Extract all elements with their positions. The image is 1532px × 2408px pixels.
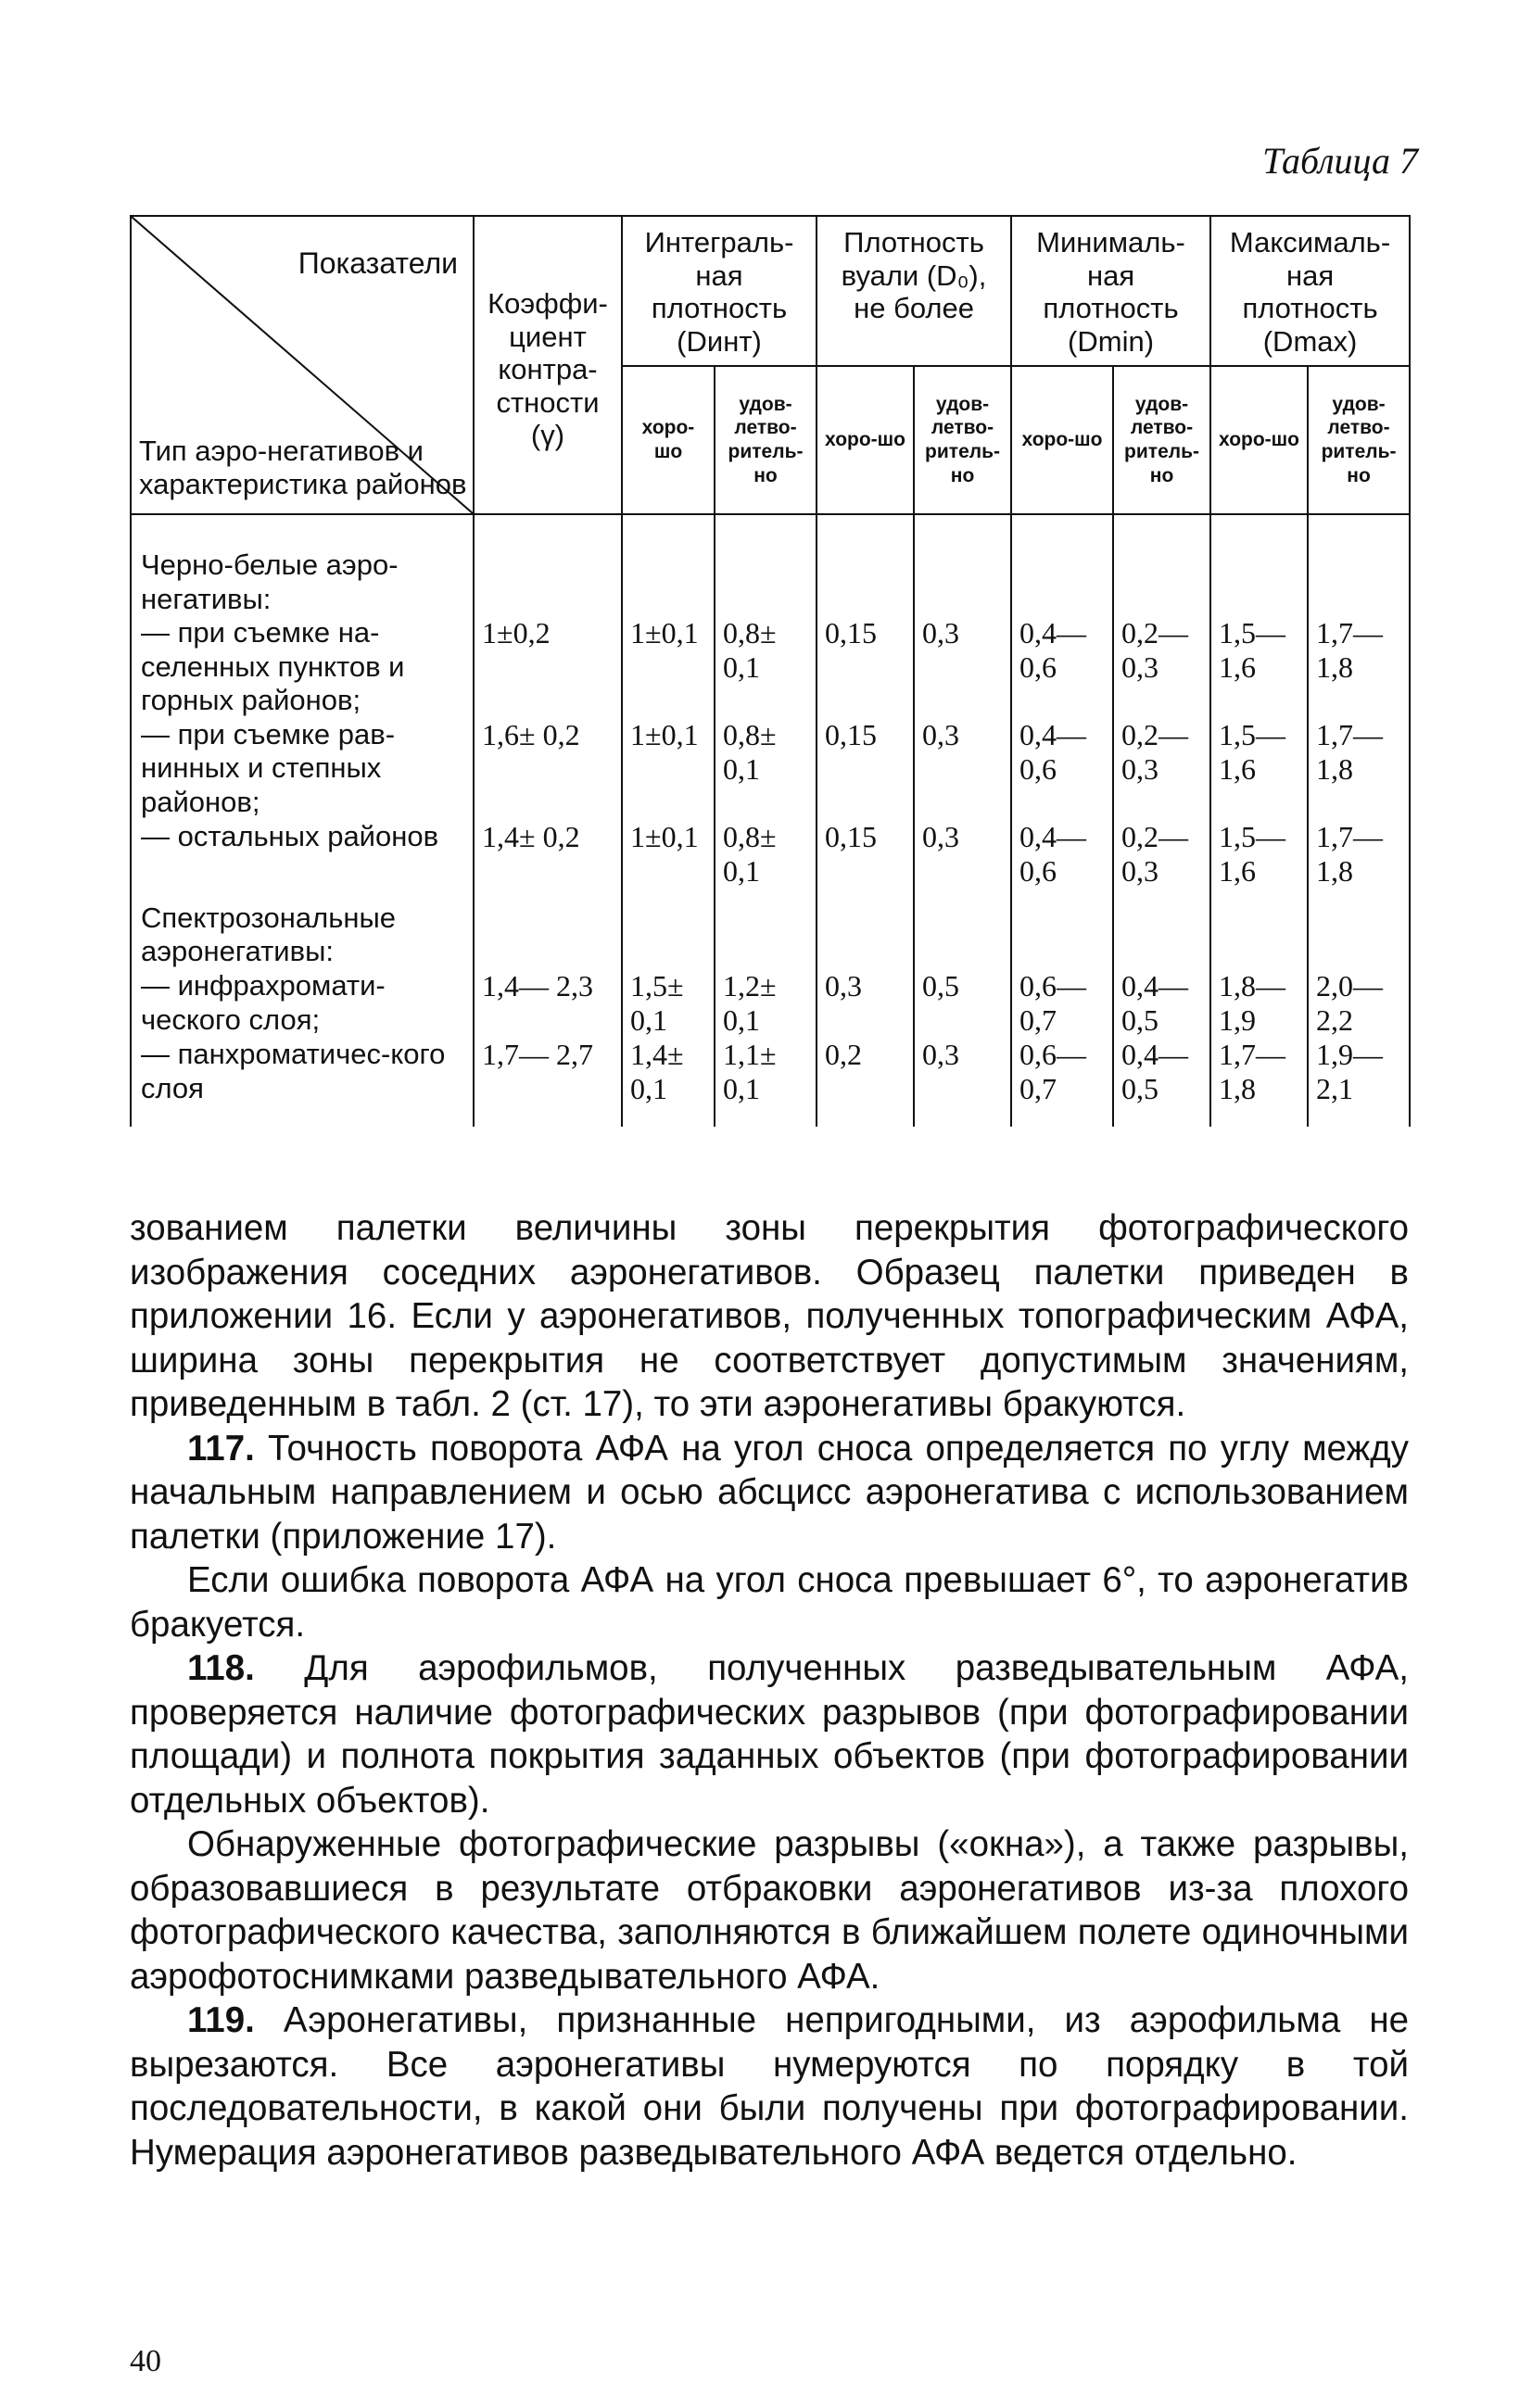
row-label: — при съемке рав-нинных и степных районов; bbox=[131, 718, 474, 820]
cell-max-good: 1,5— 1,6 bbox=[1210, 718, 1308, 820]
paragraph bbox=[130, 1427, 1409, 1559]
body-text bbox=[130, 1206, 1409, 2175]
cell-min-sat: 0,2— 0,3 bbox=[1113, 616, 1210, 718]
paragraph-number: 117. bbox=[187, 1428, 255, 1469]
sub-good: хоро-шо bbox=[622, 366, 715, 514]
header-veil: Плотность вуали (D₀), не более bbox=[817, 216, 1011, 366]
cell-veil-good: 0,15 bbox=[817, 820, 914, 889]
cell-int-sat: 0,8± 0,1 bbox=[715, 718, 817, 820]
cell-min-sat: 0,2— 0,3 bbox=[1113, 718, 1210, 820]
cell-min-sat: 0,4— 0,5 bbox=[1113, 969, 1210, 1038]
cell-min-good: 0,6— 0,7 bbox=[1011, 969, 1113, 1038]
cell-veil-sat: 0,3 bbox=[914, 718, 1011, 820]
table-row bbox=[131, 718, 1410, 820]
cell-gamma: 1,6± 0,2 bbox=[474, 718, 622, 820]
cell-gamma: 1,7— 2,7 bbox=[474, 1038, 622, 1106]
cell-max-sat: 1,7— 1,8 bbox=[1308, 718, 1410, 820]
section-label: Черно-белые аэро-негативы: bbox=[131, 536, 474, 616]
cell-max-sat: 1,7— 1,8 bbox=[1308, 820, 1410, 889]
cell-int-good: 1,4± 0,1 bbox=[622, 1038, 715, 1106]
cell-min-sat: 0,4— 0,5 bbox=[1113, 1038, 1210, 1106]
header-integral: Интеграль-ная плотность (Dинт) bbox=[622, 216, 817, 366]
cell-max-good: 1,8— 1,9 bbox=[1210, 969, 1308, 1038]
paragraph bbox=[130, 1998, 1409, 2175]
cell-int-good: 1±0,1 bbox=[622, 616, 715, 718]
header-max: Максималь-ная плотность (Dmax) bbox=[1210, 216, 1410, 366]
paragraph-number: 118. bbox=[187, 1648, 255, 1688]
cell-veil-sat: 0,5 bbox=[914, 969, 1011, 1038]
cell-int-sat: 0,8± 0,1 bbox=[715, 616, 817, 718]
paragraph: Обнаруженные фотографические разрывы («окна»), а также разрывы, образовавшиеся в результате отбраковки аэронегативов из-за плохого фотографического качества, заполняются в ближайшем полете одиночными аэрофотоснимками разведывательного АФА. bbox=[130, 1824, 1409, 1997]
row-label: — при съемке на-селенных пунктов и горных районов; bbox=[131, 616, 474, 718]
cell-gamma: 1,4± 0,2 bbox=[474, 820, 622, 889]
sub-good: хоро-шо bbox=[1011, 366, 1113, 514]
sub-satisfactory: удов-летво-ритель-но bbox=[715, 366, 817, 514]
table-row bbox=[131, 969, 1410, 1038]
cell-int-good: 1,5± 0,1 bbox=[622, 969, 715, 1038]
cell-veil-sat: 0,3 bbox=[914, 1038, 1011, 1106]
cell-min-good: 0,4— 0,6 bbox=[1011, 718, 1113, 820]
cell-min-sat: 0,2— 0,3 bbox=[1113, 820, 1210, 889]
sub-good: хоро-шо bbox=[817, 366, 914, 514]
row-label: — инфрахромати-ческого слоя; bbox=[131, 969, 474, 1038]
cell-gamma: 1,4— 2,3 bbox=[474, 969, 622, 1038]
cell-veil-good: 0,2 bbox=[817, 1038, 914, 1106]
cell-veil-good: 0,3 bbox=[817, 969, 914, 1038]
sub-satisfactory: удов-летво-ритель-но bbox=[1113, 366, 1210, 514]
paragraph-number: 119. bbox=[187, 2000, 255, 2040]
cell-max-sat: 2,0— 2,2 bbox=[1308, 969, 1410, 1038]
paragraph-text: Для аэрофильмов, полученных разведывательным АФА, проверяется наличие фотографических разрывов (при фотографировании площади) и полнота покрытия заданных объектов (при фотографировании отдельных объектов). bbox=[130, 1648, 1409, 1821]
paragraph-text: Точность поворота АФА на угол сноса определяется по углу между начальным направлением и осью абсцисс аэронегатива с использованием палетки (приложение 17). bbox=[130, 1428, 1409, 1557]
cell-max-good: 1,5— 1,6 bbox=[1210, 616, 1308, 718]
cell-max-good: 1,5— 1,6 bbox=[1210, 820, 1308, 889]
cell-gamma: 1±0,2 bbox=[474, 616, 622, 718]
cell-veil-good: 0,15 bbox=[817, 616, 914, 718]
section-row bbox=[131, 889, 1410, 969]
cell-int-good: 1±0,1 bbox=[622, 718, 715, 820]
sub-satisfactory: удов-летво-ритель-но bbox=[914, 366, 1011, 514]
header-corner bbox=[131, 216, 474, 514]
paragraph: Если ошибка поворота АФА на угол сноса превышает 6°, то аэронегатив бракуется. bbox=[130, 1560, 1409, 1645]
cell-veil-sat: 0,3 bbox=[914, 616, 1011, 718]
cell-min-good: 0,4— 0,6 bbox=[1011, 820, 1113, 889]
row-label: — остальных районов bbox=[131, 820, 474, 889]
page-number: 40 bbox=[130, 2344, 161, 2378]
cell-max-good: 1,7— 1,8 bbox=[1210, 1038, 1308, 1106]
cell-min-good: 0,4— 0,6 bbox=[1011, 616, 1113, 718]
cell-min-good: 0,6— 0,7 bbox=[1011, 1038, 1113, 1106]
cell-max-sat: 1,7— 1,8 bbox=[1308, 616, 1410, 718]
sub-satisfactory: удов-летво-ритель-но bbox=[1308, 366, 1410, 514]
paragraph: зованием палетки величины зоны перекрытия фотографического изображения соседних аэронегативов. Образец палетки приведен в приложении 16. Если у аэронегативов, полученных топографическим АФА, ширина зоны перекрытия не соответствует допустимым значениям, приведенным в табл. 2 (ст. 17), то эти аэронегативы бракуются. bbox=[130, 1208, 1409, 1424]
sub-good: хоро-шо bbox=[1210, 366, 1308, 514]
cell-max-sat: 1,9— 2,1 bbox=[1308, 1038, 1410, 1106]
cell-veil-good: 0,15 bbox=[817, 718, 914, 820]
table-row bbox=[131, 616, 1410, 718]
table-row bbox=[131, 1038, 1410, 1106]
paragraph-text: Аэронегативы, признанные непригодными, из аэрофильма не вырезаются. Все аэронегативы нумеруются по порядку в той последовательности, в какой они были получены при фотографировании. Нумерация аэронегативов разведывательного АФА ведется отдельно. bbox=[130, 2000, 1409, 2173]
cell-int-sat: 1,1± 0,1 bbox=[715, 1038, 817, 1106]
header-indicators: Показатели bbox=[298, 246, 458, 280]
section-row bbox=[131, 536, 1410, 616]
section-label: Спектрозональные аэронегативы: bbox=[131, 889, 474, 969]
header-min: Минималь-ная плотность (Dmin) bbox=[1011, 216, 1210, 366]
table-row bbox=[131, 820, 1410, 889]
density-table bbox=[130, 215, 1411, 1127]
header-types: Тип аэро-негативов и характеристика районов bbox=[139, 434, 467, 501]
row-label: — панхроматичес-кого слоя bbox=[131, 1038, 474, 1106]
paragraph bbox=[130, 1646, 1409, 1822]
cell-int-sat: 1,2± 0,1 bbox=[715, 969, 817, 1038]
cell-veil-sat: 0,3 bbox=[914, 820, 1011, 889]
table-caption: Таблица 7 bbox=[1262, 140, 1418, 182]
cell-int-good: 1±0,1 bbox=[622, 820, 715, 889]
cell-int-sat: 0,8± 0,1 bbox=[715, 820, 817, 889]
header-gamma: Коэффи-циент контра-стности (γ) bbox=[474, 216, 622, 514]
